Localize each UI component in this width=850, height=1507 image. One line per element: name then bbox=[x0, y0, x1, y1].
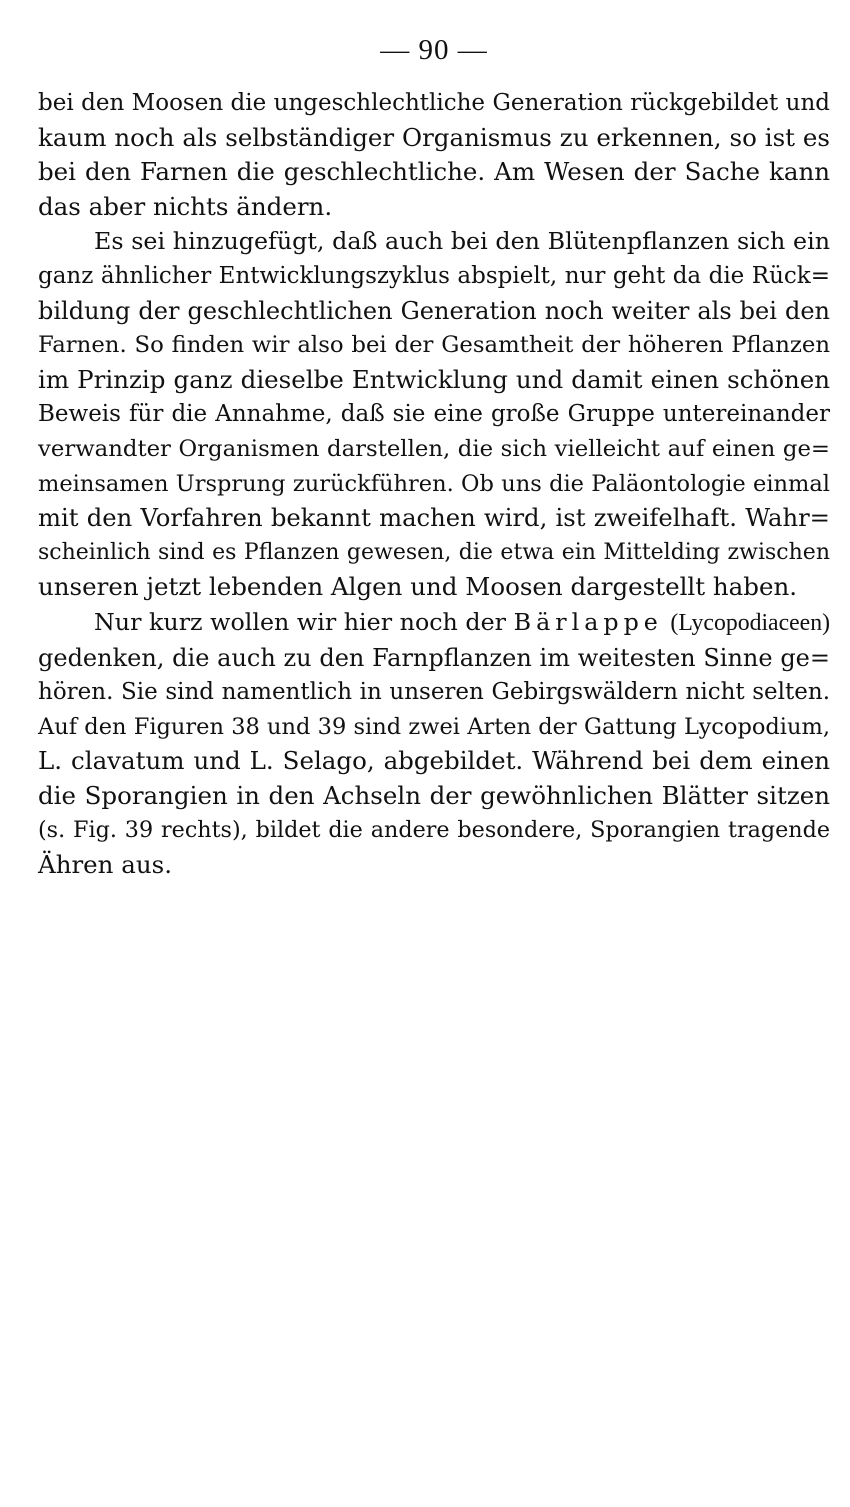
text-line: (s. Fig. 39 rechts), bildet die andere besondere, Sporangien tragende bbox=[38, 817, 830, 844]
text-line: bei den Moosen die ungeschlechtliche Generation rückgebildet und bbox=[38, 90, 830, 116]
text-line: bei den Farnen die geschlechtliche. Am Wesen der Sache kann bbox=[38, 157, 830, 187]
text-line: verwandter Organismen darstellen, die sich vielleicht auf einen ge= bbox=[38, 435, 830, 462]
text-line: gedenken, die auch zu den Farnpflanzen im weitesten Sinne ge= bbox=[38, 643, 830, 672]
text-line: Ähren aus. bbox=[38, 850, 172, 880]
text-line bbox=[38, 605, 830, 641]
text-line: Auf den Figuren 38 und 39 sind zwei Arten der Gattung Lycopodium, bbox=[38, 713, 830, 740]
text-line: mit den Vorfahren bekannt machen wird, ist zweifelhaft. Wahr= bbox=[38, 503, 830, 533]
text-line: im Prinzip ganz dieselbe Entwicklung und damit einen schönen bbox=[38, 364, 830, 394]
paragraph-3 bbox=[38, 605, 830, 883]
text-line: kaum noch als selbständiger Organismus zu erkennen, so ist es bbox=[38, 122, 830, 152]
text-line: unseren jetzt lebenden Algen und Moosen dargestellt haben. bbox=[38, 572, 798, 602]
text-line: das aber nichts ändern. bbox=[38, 191, 333, 221]
page-number: — 90 — bbox=[380, 34, 488, 66]
text-line: die Sporangien in den Achseln der gewöhnlichen Blätter sitzen bbox=[38, 780, 830, 810]
paragraph-2 bbox=[38, 224, 830, 605]
text-line: ganz ähnlicher Entwicklungszyklus abspielt, nur geht da die Rück= bbox=[38, 262, 830, 289]
paragraph-1 bbox=[38, 86, 830, 224]
text-line: meinsamen Ursprung zurückführen. Ob uns die Paläontologie einmal bbox=[38, 470, 830, 497]
latin-term: (Lycopodiaceen) bbox=[670, 609, 830, 636]
text-line: Farnen. So finden wir also bei der Gesamtheit der höheren Pflanzen bbox=[38, 332, 830, 359]
text-line: hören. Sie sind namentlich in unseren Gebirgswäldern nicht selten. bbox=[38, 679, 830, 706]
text-line: scheinlich sind es Pflanzen gewesen, die etwa ein Mittelding zwischen bbox=[38, 539, 830, 565]
emphasized-term: Bärlappe bbox=[513, 607, 663, 636]
text-line: Es sei hinzugefügt, daß auch bei den Blütenpflanzen sich ein bbox=[94, 227, 830, 256]
text-run: Nur kurz wollen wir hier noch der bbox=[94, 607, 507, 636]
text-line: L. clavatum und L. Selago, abgebildet. Während bei dem einen bbox=[38, 746, 830, 776]
text-line: bildung der geschlechtlichen Generation noch weiter als bei den bbox=[38, 296, 830, 325]
text-line: Beweis für die Annahme, daß sie eine große Gruppe untereinander bbox=[38, 401, 830, 428]
book-page bbox=[38, 30, 830, 883]
